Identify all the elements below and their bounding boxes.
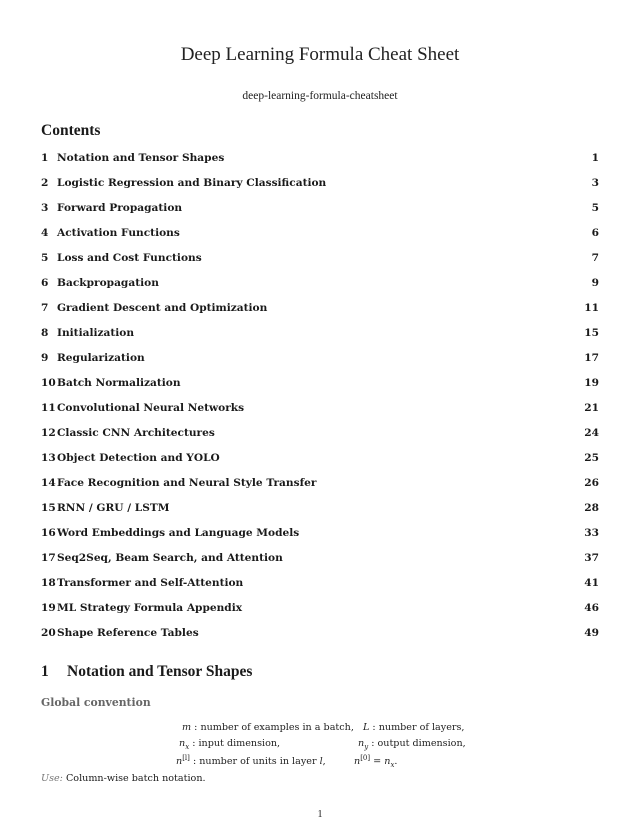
toc-entry-page[interactable]: 19 [584, 377, 599, 389]
toc-entry-title[interactable]: Word Embeddings and Language Models [57, 527, 300, 539]
toc-entry[interactable] [41, 202, 599, 227]
toc-entry-page[interactable]: 25 [584, 452, 599, 464]
notation-ny [358, 738, 466, 751]
toc-entry-title[interactable]: Shape Reference Tables [57, 627, 199, 639]
toc-entry[interactable] [41, 227, 599, 252]
use-text: Column-wise batch notation. [62, 773, 206, 784]
toc-entry-number: 2 [41, 177, 49, 189]
subscript-x: x [185, 742, 190, 751]
section-number: 1 [41, 663, 49, 680]
symbol-m: m [182, 722, 192, 733]
table-of-contents [41, 152, 599, 652]
toc-entry-number: 19 [41, 602, 56, 614]
section-title: Notation and Tensor Shapes [67, 663, 253, 680]
toc-entry-title[interactable]: Activation Functions [57, 227, 180, 239]
toc-entry-page[interactable]: 17 [584, 352, 599, 364]
toc-entry-page[interactable]: 9 [591, 277, 599, 289]
subsection-heading: Global convention [41, 696, 151, 709]
toc-entry-number: 8 [41, 327, 49, 339]
var-l: l [319, 756, 323, 768]
notation-nl [176, 754, 326, 767]
use-note [41, 773, 206, 784]
toc-entry[interactable] [41, 552, 599, 577]
toc-entry-number: 6 [41, 277, 49, 289]
toc-entry[interactable] [41, 527, 599, 552]
section-heading [41, 663, 252, 681]
page-number: 1 [317, 809, 323, 820]
toc-entry-number: 12 [41, 427, 56, 439]
toc-entry[interactable] [41, 627, 599, 652]
desc-nx: : input dimension, [189, 738, 281, 749]
toc-entry-page[interactable]: 24 [584, 427, 599, 439]
toc-entry-title[interactable]: ML Strategy Formula Appendix [57, 602, 243, 614]
symbol-L: L [363, 722, 370, 733]
toc-entry-number: 15 [41, 502, 56, 514]
toc-entry-title[interactable]: Classic CNN Architectures [57, 427, 215, 439]
toc-entry-page[interactable]: 1 [591, 152, 599, 164]
symbol-n0: n [354, 756, 361, 768]
superscript-l: [l] [182, 754, 190, 762]
toc-entry-page[interactable]: 11 [584, 302, 599, 314]
toc-entry-number: 9 [41, 352, 49, 364]
toc-entry[interactable] [41, 602, 599, 627]
toc-entry-number: 3 [41, 202, 49, 214]
toc-entry-number: 11 [41, 402, 56, 414]
notation-nx [179, 738, 280, 751]
toc-entry-page[interactable]: 46 [584, 602, 599, 614]
toc-entry-title[interactable]: Forward Propagation [57, 202, 183, 214]
toc-entry[interactable] [41, 352, 599, 377]
toc-entry-number: 5 [41, 252, 49, 264]
toc-entry-page[interactable]: 26 [584, 477, 599, 489]
toc-entry-title[interactable]: Logistic Regression and Binary Classification [57, 177, 327, 189]
toc-entry-page[interactable]: 33 [584, 527, 599, 539]
toc-entry[interactable] [41, 377, 599, 402]
toc-entry[interactable] [41, 502, 599, 527]
toc-entry-title[interactable]: Backpropagation [57, 277, 159, 289]
toc-entry-title[interactable]: Transformer and Self-Attention [57, 577, 244, 589]
toc-entry[interactable] [41, 302, 599, 327]
comma: , [322, 756, 326, 768]
toc-entry-page[interactable]: 6 [591, 227, 599, 239]
toc-entry-page[interactable]: 7 [591, 252, 599, 264]
toc-entry-title[interactable]: Face Recognition and Neural Style Transfer [57, 477, 317, 489]
toc-entry-title[interactable]: Object Detection and YOLO [57, 452, 220, 464]
notation-m [182, 722, 354, 733]
toc-entry-page[interactable]: 15 [584, 327, 599, 339]
toc-entry-number: 13 [41, 452, 56, 464]
toc-entry-page[interactable]: 5 [591, 202, 599, 214]
desc-m: : number of examples in a batch, [191, 722, 354, 733]
toc-entry-number: 4 [41, 227, 49, 239]
symbol-n-rhs: n [384, 756, 391, 768]
toc-entry-title[interactable]: Loss and Cost Functions [57, 252, 202, 264]
equals: = [370, 756, 385, 768]
toc-entry-number: 1 [41, 152, 49, 164]
symbol-nl: n [176, 756, 183, 768]
toc-entry-number: 17 [41, 552, 56, 564]
toc-entry[interactable] [41, 327, 599, 352]
toc-entry[interactable] [41, 402, 599, 427]
toc-entry-page[interactable]: 37 [584, 552, 599, 564]
contents-heading: Contents [41, 122, 101, 139]
document-title: Deep Learning Formula Cheat Sheet [180, 44, 460, 65]
toc-entry-number: 7 [41, 302, 49, 314]
toc-entry-page[interactable]: 21 [584, 402, 599, 414]
toc-entry-title[interactable]: Gradient Descent and Optimization [57, 302, 268, 314]
toc-entry[interactable] [41, 252, 599, 277]
toc-entry-number: 18 [41, 577, 56, 589]
toc-entry-page[interactable]: 3 [591, 177, 599, 189]
toc-entry[interactable] [41, 577, 599, 602]
toc-entry-title[interactable]: Convolutional Neural Networks [57, 402, 245, 414]
toc-entry[interactable] [41, 277, 599, 302]
toc-entry-number: 10 [41, 377, 56, 389]
symbol-ny: n [358, 738, 365, 749]
toc-entry-number: 16 [41, 527, 56, 539]
desc-ny: : output dimension, [368, 738, 466, 749]
period: . [394, 756, 398, 768]
toc-entry-title[interactable]: Notation and Tensor Shapes [57, 152, 225, 164]
toc-entry[interactable] [41, 427, 599, 452]
desc-L: : number of layers, [369, 722, 465, 733]
notation-L [363, 722, 464, 733]
toc-entry[interactable] [41, 477, 599, 502]
use-label: Use: [41, 773, 63, 784]
subscript-y: y [364, 742, 369, 751]
toc-entry-title[interactable]: Initialization [57, 327, 135, 339]
toc-entry[interactable] [41, 452, 599, 477]
symbol-nx: n [179, 738, 186, 749]
notation-n0 [354, 754, 397, 769]
toc-entry-page[interactable]: 49 [584, 627, 599, 639]
toc-entry-title[interactable]: Regularization [57, 352, 145, 364]
superscript-0: [0] [360, 754, 371, 762]
toc-entry-title[interactable]: Batch Normalization [57, 377, 181, 389]
desc-nl: : number of units in layer [189, 756, 320, 768]
subscript-x-rhs: x [390, 761, 395, 770]
toc-entry-number: 20 [41, 627, 56, 639]
toc-entry[interactable] [41, 152, 599, 177]
toc-entry-title[interactable]: RNN / GRU / LSTM [57, 502, 170, 514]
toc-entry-page[interactable]: 41 [584, 577, 599, 589]
toc-entry-title[interactable]: Seq2Seq, Beam Search, and Attention [57, 552, 283, 564]
toc-entry[interactable] [41, 177, 599, 202]
document-subtitle: deep-learning-formula-cheatsheet [242, 90, 398, 102]
toc-entry-number: 14 [41, 477, 56, 489]
toc-entry-page[interactable]: 28 [584, 502, 599, 514]
